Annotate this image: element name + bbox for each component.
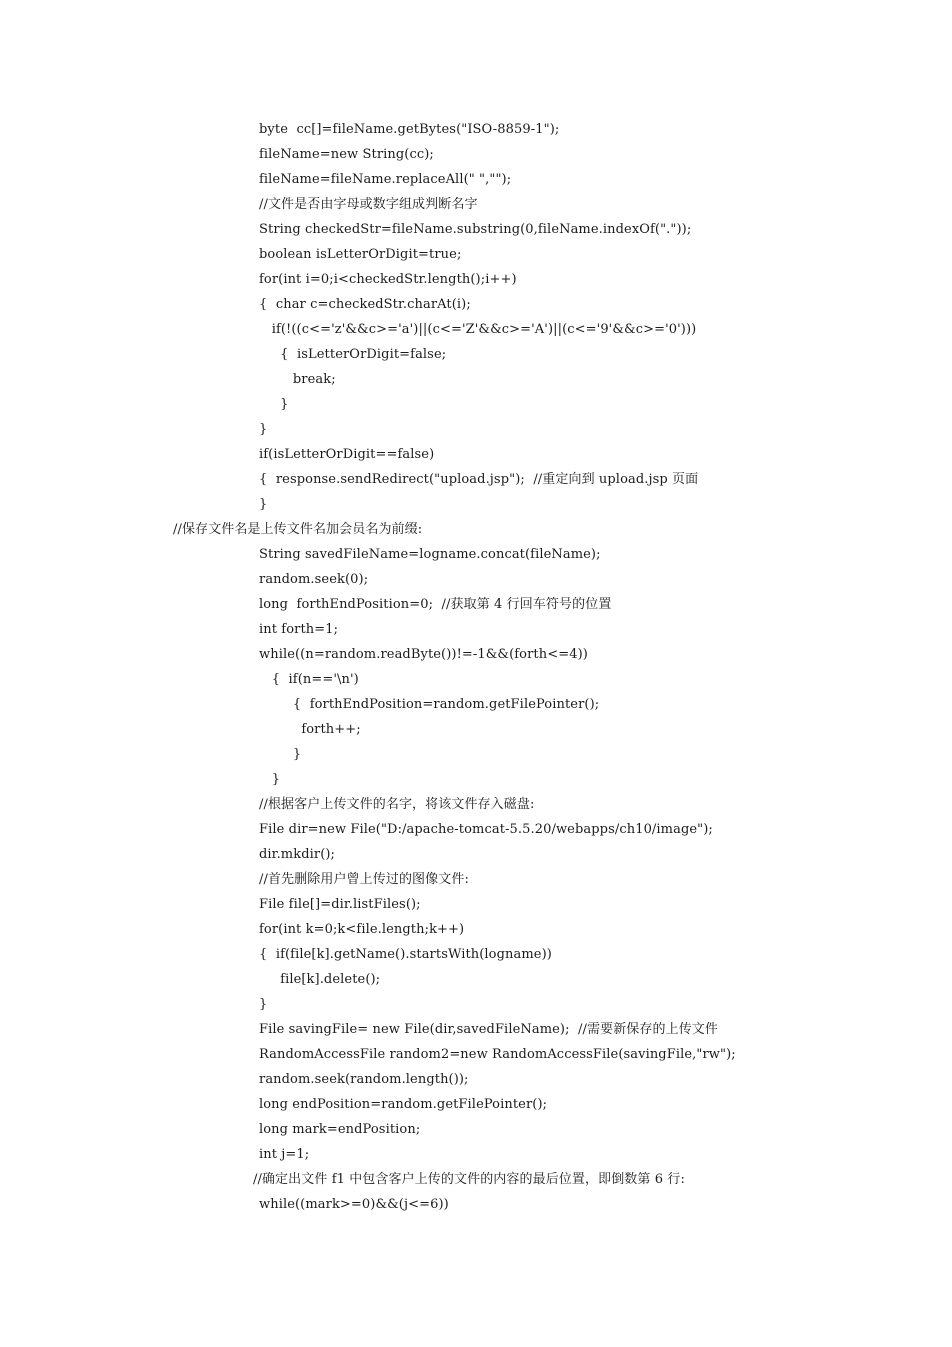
code-line: forth++;: [259, 722, 361, 737]
code-line: }: [259, 997, 268, 1012]
code-line: }: [259, 422, 268, 437]
code-line: String savedFileName=logname.concat(fileName);: [259, 547, 601, 562]
code-line: if(!((c<='z'&&c>='a')||(c<='Z'&&c>='A')||(c<='9'&&c>='0'))): [259, 322, 697, 337]
code-line: long forthEndPosition=0; //获取第 4 行回车符号的位置: [259, 597, 612, 612]
code-line: int j=1;: [259, 1147, 310, 1162]
code-line: random.seek(random.length());: [259, 1072, 469, 1087]
code-line: if(isLetterOrDigit==false): [259, 447, 435, 462]
code-line: { response.sendRedirect("upload.jsp"); //重定向到 upload.jsp 页面: [259, 472, 699, 487]
code-line: }: [259, 747, 302, 762]
code-line: while((n=random.readByte())!=-1&&(forth<=4)): [259, 647, 588, 662]
code-line: int forth=1;: [259, 622, 339, 637]
code-line: File dir=new File("D:/apache-tomcat-5.5.20/webapps/ch10/image");: [259, 822, 713, 837]
code-line: }: [259, 397, 289, 412]
code-line: file[k].delete();: [259, 972, 381, 987]
code-comment: //保存文件名是上传文件名加会员名为前缀:: [173, 522, 423, 537]
code-line: File file[]=dir.listFiles();: [259, 897, 421, 912]
code-comment: //首先删除用户曾上传过的图像文件:: [259, 872, 469, 887]
code-line: }: [259, 497, 268, 512]
code-line: { isLetterOrDigit=false;: [259, 347, 447, 362]
code-line: long endPosition=random.getFilePointer();: [259, 1097, 548, 1112]
code-line: RandomAccessFile random2=new RandomAccessFile(savingFile,"rw");: [259, 1047, 736, 1062]
code-comment: //文件是否由字母或数字组成判断名字: [259, 197, 478, 212]
code-line: random.seek(0);: [259, 572, 369, 587]
code-comment: //确定出文件 f1 中包含客户上传的文件的内容的最后位置，即倒数第 6 行:: [253, 1172, 685, 1187]
code-line: for(int k=0;k<file.length;k++): [259, 922, 465, 937]
code-line: { if(file[k].getName().startsWith(logname)): [259, 947, 552, 962]
code-line: break;: [259, 372, 336, 387]
code-line: File savingFile= new File(dir,savedFileName); //需要新保存的上传文件: [259, 1022, 718, 1037]
code-line: byte cc[]=fileName.getBytes("ISO-8859-1");: [259, 122, 560, 137]
code-line: for(int i=0;i<checkedStr.length();i++): [259, 272, 517, 287]
code-line: boolean isLetterOrDigit=true;: [259, 247, 462, 262]
code-line: }: [259, 772, 281, 787]
code-line: String checkedStr=fileName.substring(0,fileName.indexOf("."));: [259, 222, 692, 237]
code-line: long mark=endPosition;: [259, 1122, 421, 1137]
code-line: fileName=new String(cc);: [259, 147, 434, 162]
code-line: { forthEndPosition=random.getFilePointer();: [259, 697, 600, 712]
code-line: { char c=checkedStr.charAt(i);: [259, 297, 471, 312]
code-line: { if(n=='\n'): [259, 672, 359, 687]
code-line: dir.mkdir();: [259, 847, 336, 862]
code-listing: [0, 117, 952, 1217]
code-line: while((mark>=0)&&(j<=6)): [259, 1197, 449, 1212]
code-line: fileName=fileName.replaceAll(" ","");: [259, 172, 512, 187]
code-comment: //根据客户上传文件的名字，将该文件存入磁盘:: [259, 797, 535, 812]
